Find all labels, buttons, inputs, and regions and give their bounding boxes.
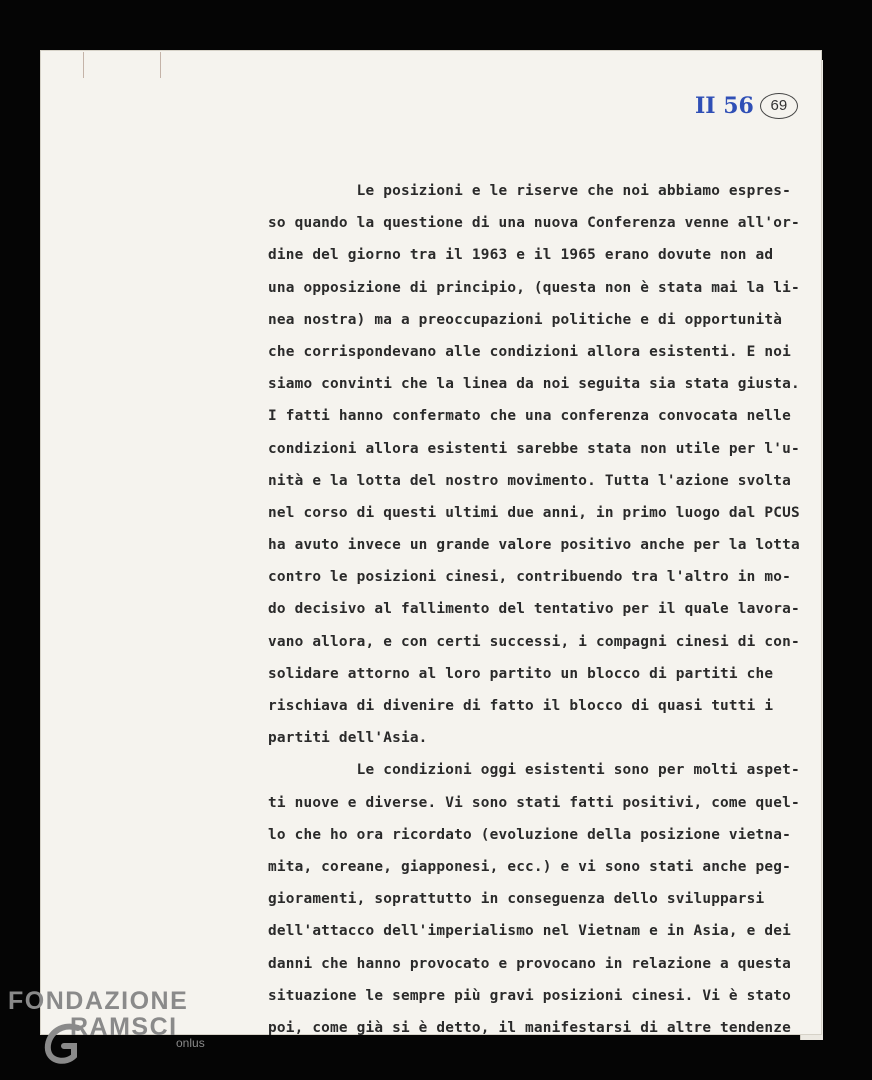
text-line: ti nuove e diverse. Vi sono stati fatti positivi, come quel- xyxy=(268,794,800,811)
page-mark-right xyxy=(160,52,161,78)
text-line: rischiava di divenire di fatto il blocco di quasi tutti i xyxy=(268,698,774,714)
text-line: gioramenti, soprattutto in conseguenza dello svilupparsi xyxy=(268,891,765,908)
text-line: situazione le sempre più gravi posizioni cinesi. Vi è stato xyxy=(268,987,791,1004)
text-line: danni che hanno provocato e provocano in relazione a questa xyxy=(268,955,791,972)
typed-body-text xyxy=(268,175,808,1044)
watermark-line-2: RAMSCI xyxy=(70,1013,178,1041)
text-line: Le posizioni e le riserve che noi abbiamo espres- xyxy=(268,183,791,199)
text-line: vano allora, e con certi successi, i compagni cinesi di con- xyxy=(268,633,800,650)
text-line: condizioni allora esistenti sarebbe stata non utile per l'u- xyxy=(268,440,800,457)
text-line: mita, coreane, giapponesi, ecc.) e vi sono stati anche peg- xyxy=(268,858,791,875)
text-line: contro le posizioni cinesi, contribuendo tra l'altro in mo- xyxy=(268,569,791,586)
text-line: partiti dell'Asia. xyxy=(268,730,428,747)
text-line: solidare attorno al loro partito un blocco di partiti che xyxy=(268,665,774,682)
watermark-line-3: onlus xyxy=(176,1036,205,1050)
text-line: poi, come già si è detto, il manifestarsi di altre tendenze xyxy=(268,1019,791,1036)
text-line: dell'attacco dell'imperialismo nel Vietnam e in Asia, e dei xyxy=(268,923,791,940)
text-line: ha avuto invece un grande valore positivo anche per la lotta xyxy=(268,537,800,554)
gramsci-g-logo-icon xyxy=(40,1018,90,1068)
archive-code: II 56 xyxy=(695,93,754,119)
text-line: siamo convinti che la linea da noi seguita sia stata giusta. xyxy=(268,376,800,393)
text-line: nel corso di questi ultimi due anni, in primo luogo dal PCUS xyxy=(268,504,800,521)
text-line: che corrispondevano alle condizioni allora esistenti. E noi xyxy=(268,343,791,360)
text-line: nità e la lotta del nostro movimento. Tutta l'azione svolta xyxy=(268,472,791,489)
fondazione-gramsci-watermark xyxy=(8,988,205,1050)
archive-stamp xyxy=(695,88,798,124)
text-line: lo che ho ora ricordato (evoluzione della posizione vietna- xyxy=(268,826,791,843)
text-line: una opposizione di principio, (questa non è stata mai la li- xyxy=(268,279,800,296)
text-line: Le condizioni oggi esistenti sono per molti aspet- xyxy=(268,762,800,779)
text-line: I fatti hanno confermato che una conferenza convocata nelle xyxy=(268,408,791,425)
text-line: nea nostra) ma a preoccupazioni politiche e di opportunità xyxy=(268,311,783,328)
text-line: so quando la questione di una nuova Conferenza venne all'or- xyxy=(268,215,800,232)
page-mark-left xyxy=(83,52,84,78)
watermark-line-1: FONDAZIONE xyxy=(8,987,189,1015)
page-number-circle: 69 xyxy=(760,93,798,119)
text-line: do decisivo al fallimento del tentativo per il quale lavora- xyxy=(268,601,800,618)
text-line: dine del giorno tra il 1963 e il 1965 erano dovute non ad xyxy=(268,247,774,264)
